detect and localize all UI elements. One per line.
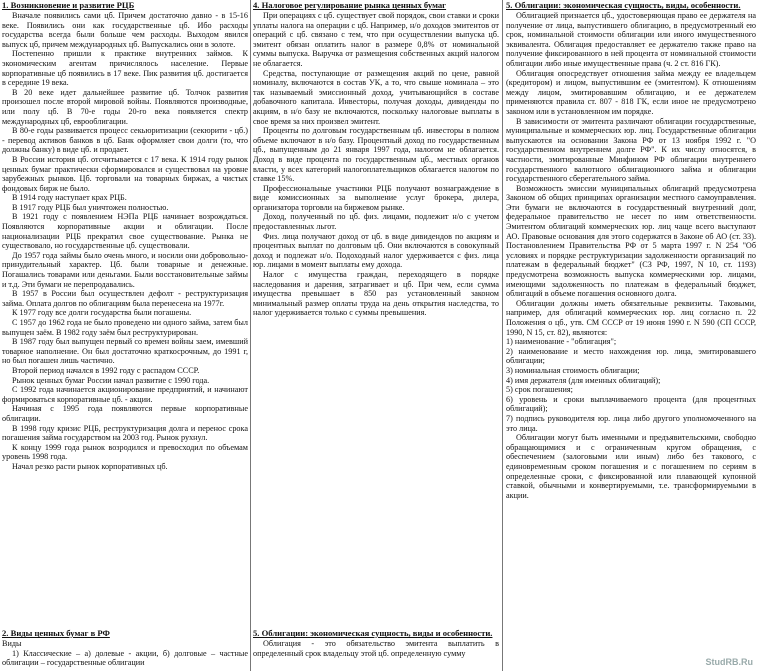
paragraph: Профессиональные участники РЦБ получают вознаграждение в виде комиссионных за выполнение услуг брокера, дилера, организатора торговли на биржевом рынке.: [253, 183, 499, 212]
paragraph: Средства, поступающие от размещения акций по цене, равной номиналу, включаются в состав УК, а то, что свыше номинала – это так называемый эмиссионный доход, учитывающийся в составе добавочного капитала. Инвесторы, получая доходы, дивиденды по акциям, в н/о базу не включаются, поскольку налоговые выплаты в свое время за них произвел эмитент.: [253, 68, 499, 126]
paragraph: В 1987 году был выпущен первый со времен войны заем, имевший товарное наполнение. Он был достаточно краткосрочным, до 1991 г, но был погашен лишь частично.: [2, 337, 248, 366]
paragraph: В 20 веке идет дальнейшее развитие цб. Толчок развития произошел после второй мировой войны. Появляются производные, или полу цб. В 70-е годы 20-го века появляется спектр международных цб, еврооблигации.: [2, 87, 248, 126]
paragraph: В 1921 году с появлением НЭПа РЦБ начинает возрождаться. Появляются корпоративные акции и облигации. После национализации РЦБ прекратил свое существование. Рынка не существовало, но государственные цб. существовали.: [2, 212, 248, 251]
paragraph: Облигацией признается цб., удостоверяющая право ее держателя на получение от лица, выпустившего облигацию, в предусмотренный ею срок, номинальной стоимости облигации или иного имущественного эквивалента. Облигация предоставляет ее держателю также право на получение фиксированного в ней процента от номинальной стоимости облигации либо иные имущественные права (ч. 2 ст. 816 ГК).: [506, 11, 756, 68]
paragraph: В 1917 году РЦБ был уничтожен полностью.: [12, 202, 169, 212]
paragraph: В 1998 году кризис РЦБ, реструктуризация долга и перенос срока погашения займа государством на 2003 год. Рынок рухнул.: [2, 423, 248, 443]
paragraph: Облигации могут быть именными и предъявительскими, свободно обращающимися и с ограниченным кругом обращения, с обеспечением (залоговыми или иным) либо без такового, с единовременным сроком погашения и с погашением по сериям в определенные сроки, с фиксированной или плавающей купонной ставкой, обычными и конвертируемыми, т.е. трансформируемыми в акции.: [506, 433, 756, 500]
paragraph: 6) уровень и сроки выплачиваемого процента (для процентных облигаций);: [506, 394, 756, 414]
column-divider-2: [502, 0, 503, 671]
section-5-start: [253, 628, 499, 658]
paragraph: 1) Классические – а) долевые - акции, б) долговые – частные облигации – государственные облигации: [2, 648, 248, 668]
paragraph: Налог с имущества граждан, переходящего в порядке наследования и дарения, затрагивает и цб. При чем, если сумма имущества превышает в 850 раз установленный законом минимальный размер оплаты труда на день открытия наследства, то налог удерживается только с суммы превышения.: [253, 270, 499, 318]
paragraph: Облигации должны иметь обязательные реквизиты. Таковыми, например, для облигаций коммерческих юр. лиц согласно п. 22 Положения о цб., утв. СМ СССР от 19 июня 1990 г. N 590 (СП СССР, 1990, N 15, ст. 82), являются:: [506, 298, 756, 337]
paragraph: В 80-е годы развивается процесс секьюритизации (секюрити - цб.) - перевод активов банков в цб. Банк оформляет свои долги (то, что должны банку) в виде цб. и продает.: [2, 126, 248, 155]
section-heading-1: 1. Возникновение и развитие РЦБ: [2, 0, 135, 10]
paragraph: Проценты по долговым государственным цб. инвесторы в полном объеме включают в н/о базу. Процентный доход по государственным цб., выпущенным до 21 января 1997 года, налогом не облагается. Доход в виде процента по государственным цб., местных органов власти, у всех категорий налогоплательщиков облагается налогом по ставке 15%.: [253, 126, 499, 184]
paragraph: В 1914 году наступает крах РЦБ.: [12, 193, 127, 203]
paragraph: 7) подпись руководителя юр. лица либо другого уполномоченного на это лица.: [506, 413, 756, 433]
paragraph: При операциях с цб. существует свой порядок, свои ставки и сроки уплаты налога на операции с цб. Например, н/о доходов эмитентов от операций с цб. связано с тем, что при осуществлении выпуска цб. эмитент обязан оплатить налог в размере 0,8% от номинальной суммы выпуска. Выручка от размещения собственных акций налогом не облагается.: [253, 11, 499, 68]
paragraph: 2) наименование и место нахождения юр. лица, эмитировавшего облигации;: [506, 346, 756, 366]
watermark: StudRB.Ru: [705, 657, 753, 668]
paragraph: Вначале появились сами цб. Причем достаточно давно - в 15-16 веке. Появились они как государственные цб. Ибо расходы государства всегда были больше чем расходы. Выходом явился выпуск цб, причем международных цб. Выпускались они в золоте.: [2, 11, 248, 49]
paragraph: В зависимости от эмитента различают облигации государственные, муниципальные и коммерческих юр. лиц. Государственные облигации выпускаются на основании Закона РФ от 13 ноября 1992 г. "О государственном внутреннем долге РФ". К их числу относятся, в частности, эмитированные Минфином РФ облигации внутреннего государственного валютного облигационного займа и облигации государственного сберегательного займа.: [506, 116, 756, 184]
paragraph: С 1992 года начинается акционирование предприятий, и начинают формироваться корпоративные цб. - акции.: [2, 385, 248, 404]
paragraph: К 1977 году все долги государства были погашены.: [12, 308, 192, 318]
section-heading-4: 4. Налоговое регулирование рынка ценных бумаг: [253, 0, 447, 10]
section-2: [2, 628, 248, 668]
paragraph: В России история цб. отсчитывается с 17 века. К 1914 году рынок ценных бумаг практически сформировался и существовал на уровне зарубежных рынков. Цб. торговали на товарных биржах, а чистых фондовых бирж не было.: [2, 154, 248, 193]
paragraph: Доход, полученный по цб. физ. лицами, подлежит н/о с учетом предоставленных льгот.: [253, 212, 499, 232]
paragraph: До 1957 года займы было очень много, и носили они добровольно-принудительный характер. Цб. были товарные и денежные. Погашались товарами или деньгами. Были восстановительные займы и т.д. Эти бумаги не перепродавались.: [2, 250, 248, 289]
paragraph: 4) имя держателя (для именных облигаций);: [506, 375, 661, 385]
paragraph: Облигация - это обязательство эмитента выплатить в определенный срок владельцу этой цб. определенную сумму: [253, 639, 499, 658]
paragraph: В 1957 в России был осуществлен дефолт - реструктуризация займа. Оплата долгов по облигациям была перенесена на 1977г.: [2, 289, 248, 308]
column-2: [253, 0, 499, 671]
paragraph: С 1957 до 1962 года не было проведено ни одного займа, затем был выпущен заём. В 1982 году заём был реструктурирован.: [2, 318, 248, 337]
column-3: [506, 0, 756, 671]
paragraph: Физ. лица получают доход от цб. в виде дивидендов по акциям и процентных выплат по долговым цб. Они включаются в совокупный доход и подлежат н/о. Подоходный налог удерживается с физ. лица юр. лицами в момент выплаты ему дохода.: [253, 231, 499, 270]
paragraph: Начал резко расти рынок корпоративных цб.: [12, 461, 168, 471]
paragraph: Возможность эмиссии муниципальных облигаций предусмотрена Законом об общих принципах организации местного самоуправления. Эти бумаги не включаются в государственный внутренний долг, федеральное правительство не несет по ним ответственности. Эмитентом облигаций коммерческих юр. лиц чаще всего выступают АО. Правовые основания для этого содержатся в Законе об АО (ст. 33). Постановлением Правительства РФ от 5 марта 1997 г. N 254 "Об условиях и порядке реструктуризации задолженности организаций по платежам в федеральный бюджет" (СЗ РФ, 1997, N 10, ст. 1193) предусмотрена возможность выпуска коммерческими юр. лицами, имеющими задолженность по платежам в федеральный бюджет, облигаций в объеме погашения основного долга.: [506, 183, 756, 299]
paragraph: Виды: [2, 639, 22, 648]
paragraph: 3) номинальная стоимость облигации;: [506, 365, 640, 375]
section-body-1: [2, 11, 248, 472]
section-body-5: [506, 11, 756, 500]
paragraph: 1) наименование - "облигация";: [506, 337, 617, 347]
column-1: [2, 0, 248, 671]
section-body-4: [253, 11, 499, 318]
paragraph: Начиная с 1995 года появляются первые корпоративные облигации.: [2, 404, 248, 423]
section-heading-5: 5. Облигации: экономическая сущность, виды и особенности.: [253, 628, 493, 638]
paragraph: Постепенно пришли к практике внутренних займов. К экономическим агентам причислялось население. Первые корпоративные цб появились в 17 веке. Пик развития цб. достигается в середине 19 века.: [2, 49, 248, 88]
paragraph: 5) срок погашения;: [506, 385, 573, 395]
column-divider-1: [250, 0, 251, 671]
paragraph: К концу 1999 года рынок возродился и превосходил по объемам уровень 1998 года.: [2, 442, 248, 462]
paragraph: Второй период начался в 1992 году с распадом СССР.: [12, 365, 200, 375]
paragraph: Рынок ценных бумаг России начал развитие с 1990 года.: [12, 375, 210, 385]
section-heading-2: 2. Виды ценных бумаг в РФ: [2, 628, 110, 638]
section-heading-5-cont: 5. Облигации: экономическая сущность, виды, особенности.: [506, 0, 741, 10]
paragraph: Облигация опосредствует отношения займа между ее владельцем (кредитором) и лицом, выпустившим ее (эмитентом). К отношениям между лицом, эмитировавшим облигацию, и ее держателем применяются правила ст. 807 - 818 ГК, если иное не предусмотрено законом или в установленном им порядке.: [506, 68, 756, 116]
